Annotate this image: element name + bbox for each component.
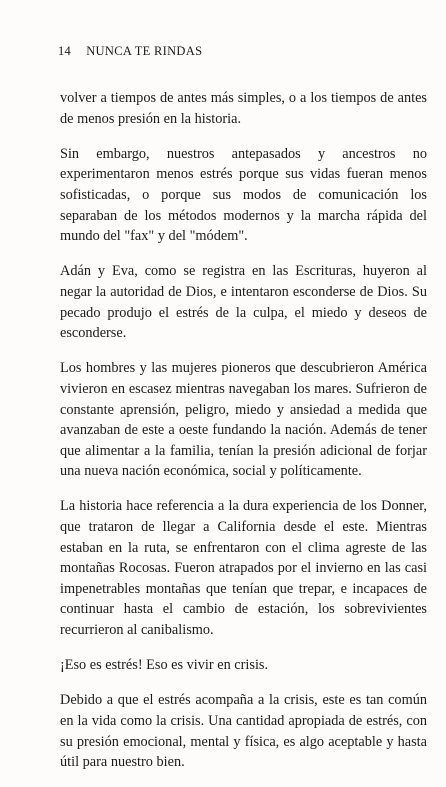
running-head xyxy=(58,44,202,59)
page-number: 14 xyxy=(58,44,71,58)
body-text xyxy=(60,88,427,787)
paragraph-adam-eve: Adán y Eva, como se registra en las Escrituras, huyeron al negar la autoridad de Dios, e intentaron esconderse de Dios. Su pecado produjo el estrés de la culpa, el miedo y deseos de esconderse. xyxy=(60,263,427,342)
paragraph-pioneers: Los hombres y las mujeres pioneros que descubrieron América vivieron en escasez mientras navegaban los mares. Sufrieron de constante aprensión, peligro, miedo y ansiedad a medida que avanzaban de este a oeste fundando la nación. Además de tener que alimentar a la familia, tenían la presión adicional de forjar una nueva nación económica, social y políticamente. xyxy=(60,360,427,480)
paragraph-ancestors: Sin embargo, nuestros antepasados y ancestros no experimentaron menos estrés porque sus vidas fueran menos sofisticadas, o porque sus modos de comunicación los separaban de los métodos modernos y la marcha rápida del mundo del "fax" y del "módem". xyxy=(60,145,427,245)
paragraph-exclamation: ¡Eso es estrés! Eso es vivir en crisis. xyxy=(60,657,269,674)
paragraph-donner: La historia hace referencia a la dura experiencia de los Donner, que trataron de llegar a California desde el este. Mientras estaban en la ruta, se enfrentaron con el clima agreste de las montañas Rocosas. Fueron atrapados por el invierno en las casi impenetrables montañas que tenían que trepar, e incapaces de continuar hasta el cambio de estación, los sobrevivientes recurrieron al canibalismo. xyxy=(60,498,427,639)
paragraph-conclusion: Debido a que el estrés acompaña a la crisis, este es tan común en la vida como la crisis. Una cantidad apropiada de estrés, con su presión emocional, mental y física, es algo aceptable y hasta útil para nuestro bien. xyxy=(60,692,427,771)
paragraph-continuation: volver a tiempos de antes más simples, o a los tiempos de antes de menos presión en la historia. xyxy=(60,90,427,127)
book-title: NUNCA TE RINDAS xyxy=(86,44,203,58)
